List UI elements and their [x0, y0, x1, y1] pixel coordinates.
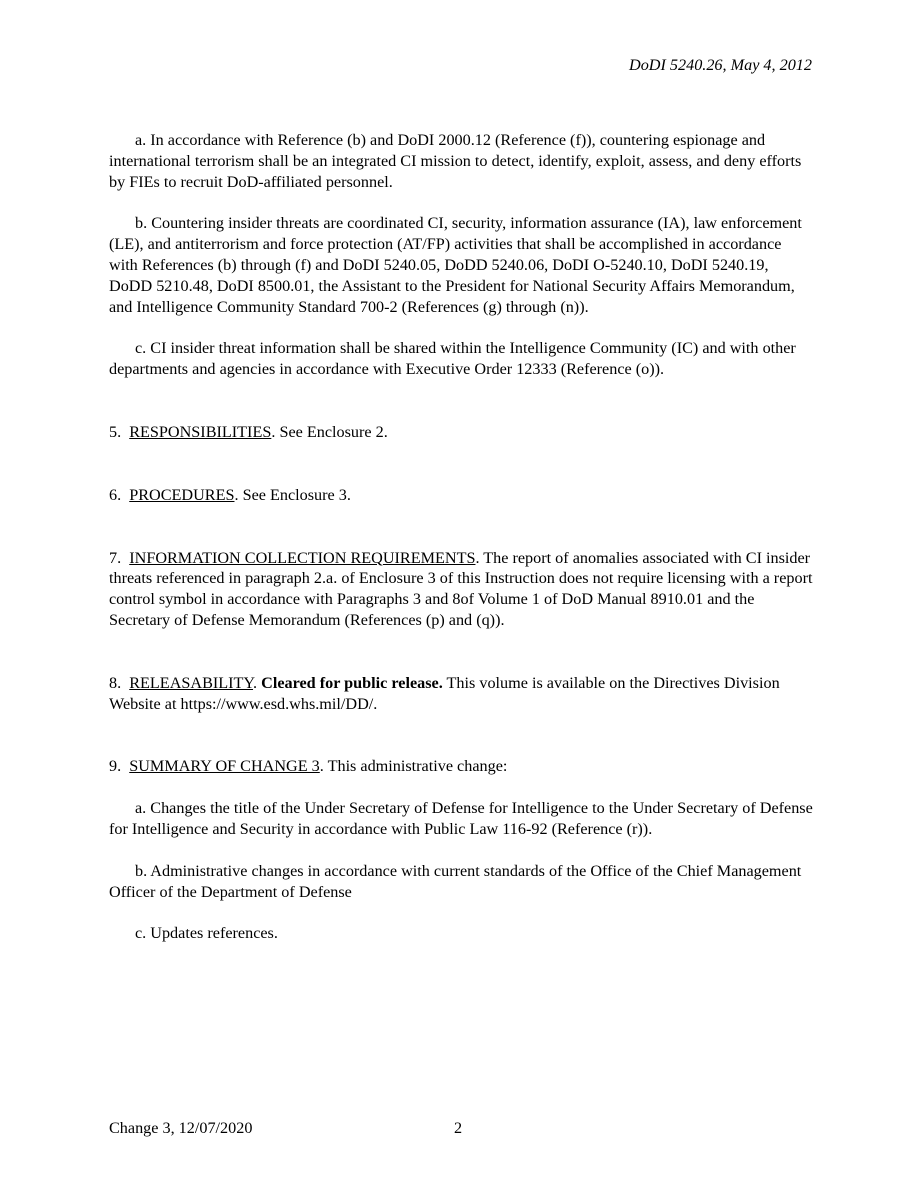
- section-text: . See Enclosure 2.: [271, 422, 388, 441]
- section-responsibilities: [109, 422, 814, 443]
- change-item-c: c. Updates references.: [135, 924, 278, 943]
- section-heading: PROCEDURES: [129, 485, 235, 504]
- section-text: This volume is available on the Directives Division Website at https://www.esd.whs.mil/DD/.: [109, 673, 780, 713]
- section-releasability: [109, 673, 814, 715]
- paragraph-policy-c: c. CI insider threat information shall be shared within the Intelligence Community (IC) and with other departments and agencies in accordance with Executive Order 12333 (Reference (o)).: [109, 339, 796, 379]
- section-heading: RESPONSIBILITIES: [129, 422, 272, 441]
- section-procedures: [109, 485, 814, 506]
- section-text: . See Enclosure 3.: [234, 485, 351, 504]
- section-number: 5.: [109, 422, 122, 441]
- section-text: . This administrative change:: [319, 757, 508, 776]
- section-heading: INFORMATION COLLECTION REQUIREMENTS: [129, 548, 476, 567]
- section-number: 9.: [109, 757, 122, 776]
- section-summary-of-change: [109, 756, 814, 777]
- release-statement: Cleared for public release.: [261, 673, 443, 692]
- running-header: DoDI 5240.26, May 4, 2012: [629, 56, 812, 74]
- change-item-b: b. Administrative changes in accordance with current standards of the Office of the Chief Management Officer of the Department of Defense: [109, 861, 802, 901]
- section-separator: .: [253, 673, 262, 692]
- change-date: Change 3, 12/07/2020: [109, 1119, 253, 1137]
- paragraph-policy-b: b. Countering insider threats are coordinated CI, security, information assurance (IA), law enforcement (LE), and antiterrorism and force protection (AT/FP) activities that shall be accomplished in accordance with References (b) through (f) and DoDI 5240.05, DoDD 5240.06, DoDI O-5240.10, DoDI 5240.19, DoDD 5210.48, DoDI 8500.01, the Assistant to the President for National Security Affairs Memorandum, and Intelligence Community Standard 700-2 (References (g) through (n)).: [109, 214, 802, 316]
- section-number: 6.: [109, 485, 122, 504]
- section-information-collection: [109, 548, 814, 631]
- section-heading: SUMMARY OF CHANGE 3: [129, 757, 320, 776]
- change-item-a: a. Changes the title of the Under Secretary of Defense for Intelligence to the Under Secretary of Defense for Intelligence and Security in accordance with Public Law 116-92 (Reference (r)).: [109, 799, 813, 838]
- document-body: [109, 130, 814, 944]
- page-number: 2: [454, 1119, 463, 1137]
- section-text: . The report of anomalies associated with CI insider threats referenced in paragraph 2.a. of Enclosure 3 of this Instruction does not require licensing with a report control symbol in accordance with Paragraphs 3 and 8of Volume 1 of DoD Manual 8910.01 and the Secretary of Defense Memorandum (References (p) and (q)).: [109, 548, 813, 629]
- section-number: 7.: [109, 548, 122, 567]
- paragraph-policy-a: a. In accordance with Reference (b) and DoDI 2000.12 (Reference (f)), countering espionage and international terrorism shall be an integrated CI mission to detect, identify, exploit, assess, and deny efforts by FIEs to recruit DoD-affiliated personnel.: [109, 131, 802, 191]
- section-heading: RELEASABILITY: [129, 673, 254, 692]
- section-number: 8.: [109, 673, 122, 692]
